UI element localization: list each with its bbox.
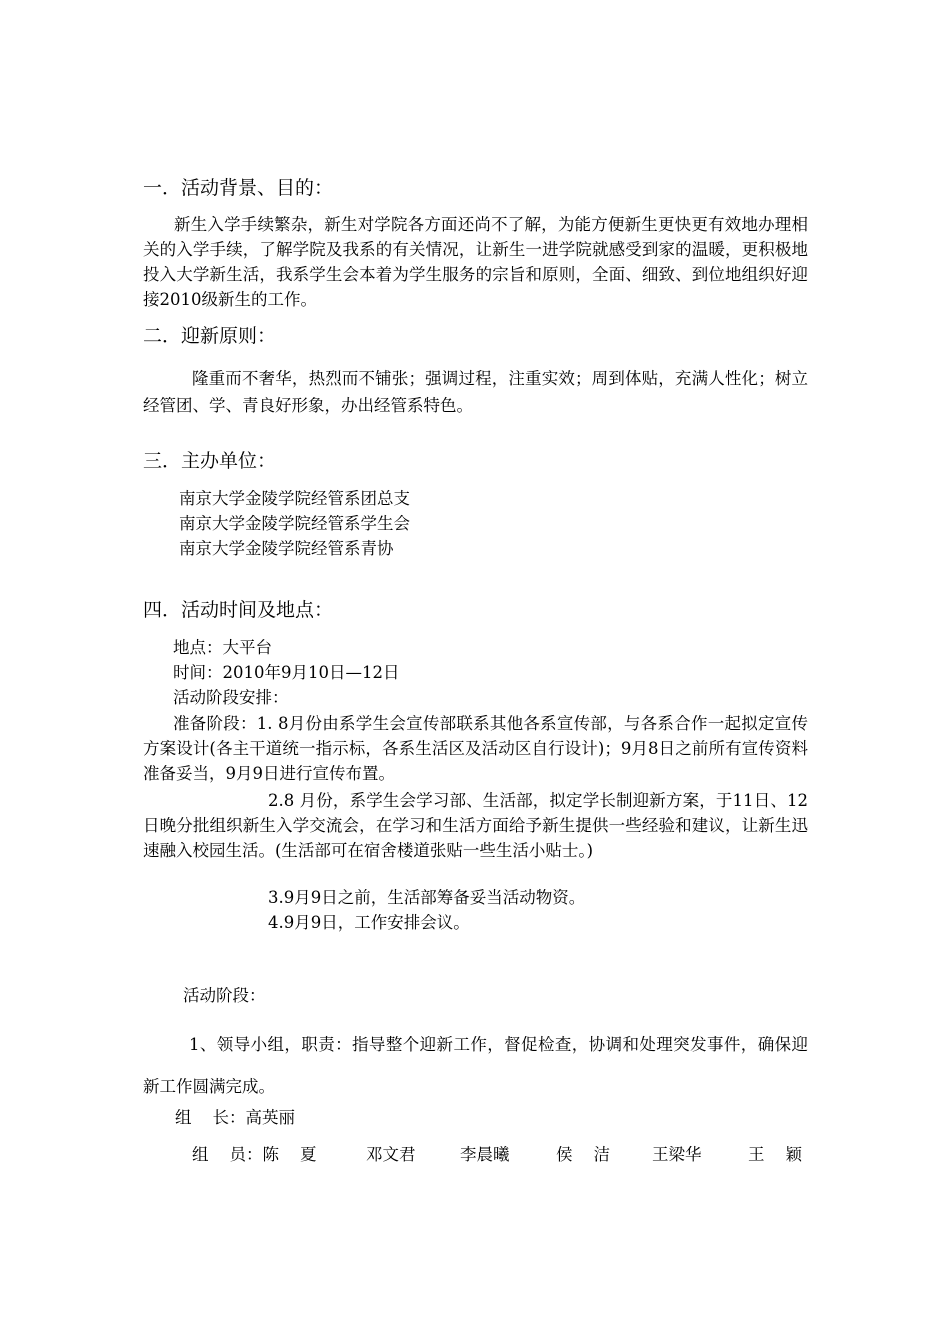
prep-item-1: 准备阶段：1. 8月份由系学生会宣传部联系其他各系宣传部，与各系合作一起拟定宣传方案设计(各主干道统一指示标，各系生活区及活动区自行设计)；9月8日之前所有宣传资料准备妥当，9月9日进行宣传布置。 xyxy=(143,714,808,783)
section-heading-time-location: 四．活动时间及地点： xyxy=(143,599,334,621)
group-members-label: 组 员：陈 夏 xyxy=(192,1145,317,1164)
group-member: 李晨曦 xyxy=(460,1145,510,1164)
group-member: 侯 洁 xyxy=(556,1145,610,1164)
group-member: 邓文君 xyxy=(366,1145,416,1164)
group-member: 王 颖 xyxy=(748,1145,802,1164)
group-member: 王梁华 xyxy=(652,1145,702,1164)
section-heading-organizers: 三．主办单位： xyxy=(143,450,277,472)
organizer-item: 南京大学金陵学院经管系学生会 xyxy=(179,514,410,533)
section-heading-background: 一．活动背景、目的： xyxy=(143,177,334,199)
prep-item-3: 3.9月9日之前，生活部筹备妥当活动物资。 xyxy=(268,888,586,907)
prep-item-2: 2.8 月份，系学生会学习部、生活部，拟定学长制迎新方案，于11日、12日晚分批组织新生入学交流会，在学习和生活方面给予新生提供一些经验和建议，让新生迅速融入校园生活。(生活部可在宿舍楼道张贴一些生活小贴士。) xyxy=(143,791,808,860)
organizer-item: 南京大学金陵学院经管系青协 xyxy=(179,539,394,558)
location-line: 地点：大平台 xyxy=(173,638,272,657)
schedule-title: 活动阶段安排： xyxy=(173,688,289,707)
principles-paragraph: 隆重而不奢华，热烈而不铺张；强调过程，注重实效；周到体贴，充满人性化；树立经管团、学、青良好形象，办出经管系特色。 xyxy=(143,369,808,415)
organizer-item: 南京大学金陵学院经管系团总支 xyxy=(179,489,410,508)
activity-stage-title: 活动阶段： xyxy=(183,986,266,1005)
time-line: 时间：2010年9月10日—12日 xyxy=(173,663,400,682)
section-heading-principles: 二．迎新原则： xyxy=(143,325,277,347)
leadership-group-paragraph: 1、领导小组，职责：指导整个迎新工作，督促检查，协调和处理突发事件，确保迎新工作圆满完成。 xyxy=(143,1035,808,1096)
background-paragraph: 新生入学手续繁杂，新生对学院各方面还尚不了解，为能方便新生更快更有效地办理相关的入学手续，了解学院及我系的有关情况，让新生一进学院就感受到家的温暖，更积极地投入大学新生活，我系学生会本着为学生服务的宗旨和原则，全面、细致、到位地组织好迎接2010级新生的工作。 xyxy=(143,215,808,309)
group-leader-line: 组 长：高英丽 xyxy=(175,1108,295,1127)
prep-item-4: 4.9月9日，工作安排会议。 xyxy=(268,913,470,932)
